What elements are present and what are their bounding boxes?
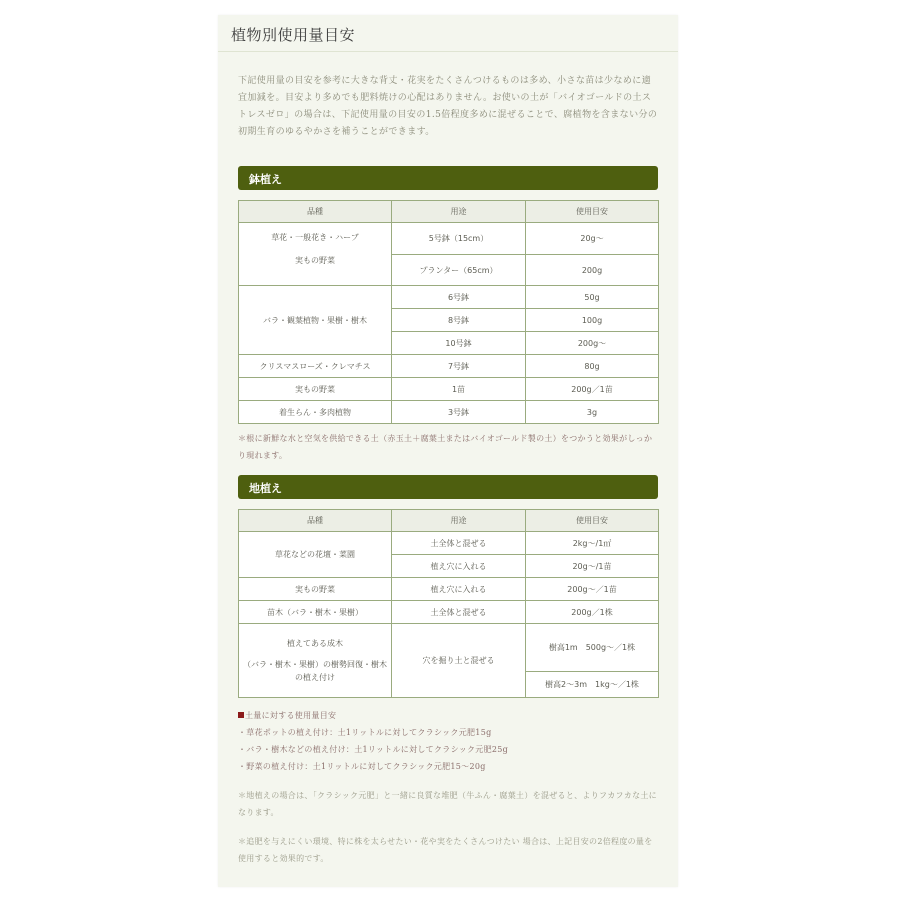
footer-note: ＊追肥を与えにくい環境、特に株を太らせたい・花や実をたくさんつけたい 場合は、上記目安の2倍程度の量を使用すると効果的です。 [238,837,653,863]
use-cell: 土全体と混ぜる [392,601,526,624]
amount-cell: 200g〜 [526,332,659,355]
pot-usage-table [238,200,659,424]
table-row [239,578,659,601]
list-item: ・草花ポットの植え付け：土1リットルに対してクラシック元肥15g [238,728,492,737]
amount-cell: 100g [526,309,659,332]
column-header-use: 用途 [392,510,526,532]
pot-note: ＊根に新鮮な水と空気を供給できる土（赤玉土＋腐葉土またはバイオゴールド製の土）をつかうと効果がしっかり現れます。 [238,434,653,460]
column-header-amount: 使用目安 [526,201,659,223]
amount-cell: 50g [526,286,659,309]
table-row [239,532,659,555]
table-header-row [239,510,659,532]
variety-text: 実もの野菜 [295,256,335,265]
variety-cell: 草花などの花壇・菜園 [239,532,392,578]
use-cell: 8号鉢 [392,309,526,332]
amount-cell: 200g [526,255,659,286]
amount-cell: 3g [526,401,659,424]
table-row [239,355,659,378]
use-cell: 5号鉢（15cm） [392,223,526,255]
variety-cell [239,624,392,698]
usage-guide-panel [218,15,678,887]
amount-cell: 20g〜/1苗 [526,555,659,578]
table-row [239,286,659,309]
use-cell: 6号鉢 [392,286,526,309]
table-row [239,401,659,424]
variety-cell: 苗木（バラ・樹木・果樹） [239,601,392,624]
soil-notes-heading-text: 土量に対する使用量目安 [245,711,337,720]
use-cell: 10号鉢 [392,332,526,355]
use-cell: 土全体と混ぜる [392,532,526,555]
section-title-pot: 鉢植え [249,173,282,186]
table-header-row [239,201,659,223]
table-row [239,378,659,401]
footer-note: ＊地植えの場合は、「クラシック元肥」と一緒に良質な堆肥（牛ふん・腐葉土）を混ぜると、よりフカフカな土になります。 [238,791,657,817]
list-item: ・野菜の植え付け：土1リットルに対してクラシック元肥15〜20g [238,762,486,771]
section-header-ground [238,475,658,499]
amount-cell: 80g [526,355,659,378]
page-title: 植物別使用量目安 [231,26,356,44]
panel-title-bar [218,15,678,52]
table-row [239,601,659,624]
amount-cell: 樹高1m 500g〜／1株 [526,624,659,672]
amount-cell: 2kg〜/1㎡ [526,532,659,555]
variety-cell: 実もの野菜 [239,378,392,401]
variety-text: 植えてある成木 [287,639,343,648]
amount-cell: 樹高2〜3m 1kg〜／1株 [526,672,659,698]
ground-usage-table [238,509,659,698]
amount-cell: 20g〜 [526,223,659,255]
use-cell: 穴を掘り土と混ぜる [392,624,526,698]
list-item: ・バラ・樹木などの植え付け：土1リットルに対してクラシック元肥25g [238,745,509,754]
variety-cell: 着生らん・多肉植物 [239,401,392,424]
column-header-variety: 品種 [239,510,392,532]
amount-cell: 200g／1株 [526,601,659,624]
use-cell: プランター（65cm） [392,255,526,286]
variety-cell [239,223,392,286]
table-row [239,223,659,255]
variety-cell: 実もの野菜 [239,578,392,601]
variety-cell: クリスマスローズ・クレマチス [239,355,392,378]
section-header-pot [238,166,658,190]
variety-cell: バラ・観葉植物・果樹・樹木 [239,286,392,355]
use-cell: 3号鉢 [392,401,526,424]
soil-notes-heading [238,707,658,724]
soil-notes [238,707,658,775]
variety-text: 草花・一般花き・ハーブ [271,233,359,242]
amount-cell: 200g〜／1苗 [526,578,659,601]
variety-text: （バラ・樹木・果樹）の樹勢回復・樹木の植え付け [243,660,387,682]
section-title-ground: 地植え [249,482,282,495]
use-cell: 植え穴に入れる [392,578,526,601]
use-cell: 1苗 [392,378,526,401]
use-cell: 7号鉢 [392,355,526,378]
column-header-use: 用途 [392,201,526,223]
red-square-icon [238,712,244,718]
footer-notes [238,787,658,867]
table-row [239,624,659,672]
intro-text: 下記使用量の目安を参考に大きな背丈・花実をたくさんつけるものは多め、小さな苗は少なめに適宜加減を。目安より多めでも肥料焼けの心配はありません。お使いの土が「バイオゴールドの土ストレスゼロ」の場合は、下記使用量の目安の1.5倍程度多めに混ぜることで、腐植物を含まない分の初期生育のゆるやかさを補うことができます。 [238,76,658,137]
amount-cell: 200g／1苗 [526,378,659,401]
column-header-variety: 品種 [239,201,392,223]
use-cell: 植え穴に入れる [392,555,526,578]
column-header-amount: 使用目安 [526,510,659,532]
